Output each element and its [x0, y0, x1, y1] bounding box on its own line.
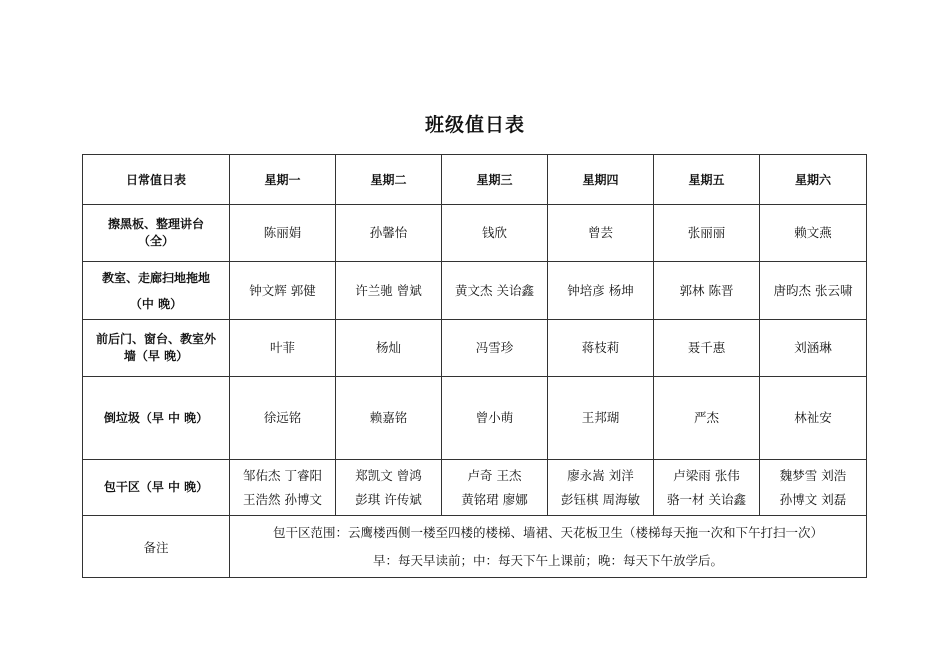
duty-cell — [336, 460, 442, 516]
student-names: 彭琪 许传斌 — [355, 491, 422, 507]
duty-cell — [548, 377, 654, 460]
page-title: 班级值日表 — [424, 114, 525, 136]
student-names: 王邦瑚 — [581, 410, 620, 425]
duty-cell — [548, 320, 654, 377]
duty-cell — [760, 460, 867, 516]
header-day-saturday: 星期六 — [760, 155, 867, 205]
header-day-friday: 星期五 — [654, 155, 760, 205]
student-names: 孙博文 刘磊 — [779, 491, 847, 507]
task-label-line: （中 晚） — [129, 296, 183, 311]
student-names: 杨灿 — [375, 340, 401, 355]
duty-cell — [336, 320, 442, 377]
header-day-monday: 星期一 — [230, 155, 336, 205]
duty-cell — [760, 205, 867, 262]
student-names: 钱欣 — [481, 225, 507, 240]
student-names: 邹佑杰 丁睿阳 — [243, 467, 322, 483]
student-names: 曾芸 — [587, 225, 613, 240]
header-day-wednesday: 星期三 — [442, 155, 548, 205]
task-label-line: 前后门、窗台、教室外 — [95, 332, 216, 346]
header-day-thursday: 星期四 — [548, 155, 654, 205]
student-names: 徐远铭 — [263, 410, 302, 425]
duty-cell — [760, 262, 867, 320]
task-label-line: 包干区（早 中 晚） — [103, 480, 209, 494]
duty-cell — [654, 262, 760, 320]
task-label — [83, 377, 230, 460]
student-names: 廖永嵩 刘洋 — [567, 467, 634, 483]
task-label-line: 倒垃圾（早 中 晚） — [103, 410, 209, 425]
duty-cell — [442, 377, 548, 460]
task-label-line: 教室、走廊扫地拖地 — [101, 270, 210, 285]
student-names: 曾小萌 — [475, 410, 514, 425]
table-row — [83, 320, 867, 377]
duty-cell — [442, 460, 548, 516]
task-label-line: （全） — [137, 234, 174, 248]
duty-cell — [548, 460, 654, 516]
student-names: 蒋枝莉 — [581, 340, 620, 355]
duty-cell — [442, 205, 548, 262]
student-names: 骆一材 关诒鑫 — [667, 491, 746, 507]
duty-cell — [654, 205, 760, 262]
duty-cell — [548, 205, 654, 262]
student-names: 孙馨怡 — [369, 225, 408, 240]
note-row — [83, 516, 867, 578]
task-label — [83, 262, 230, 320]
duty-cell — [230, 262, 336, 320]
student-names: 郑凯文 曾鸿 — [355, 467, 422, 483]
duty-cell — [230, 205, 336, 262]
duty-cell — [548, 262, 654, 320]
duty-cell — [336, 377, 442, 460]
table-row — [83, 205, 867, 262]
header-day-tuesday: 星期二 — [336, 155, 442, 205]
duty-cell — [760, 320, 867, 377]
task-label-line: 擦黑板、整理讲台 — [107, 217, 204, 231]
task-label — [83, 205, 230, 262]
table-row — [83, 262, 867, 320]
student-names: 赖嘉铭 — [369, 410, 408, 425]
student-names: 卢梁雨 张伟 — [673, 467, 740, 483]
table-row — [83, 377, 867, 460]
student-names: 黄铭珺 廖娜 — [461, 491, 528, 507]
duty-cell — [336, 262, 442, 320]
duty-table — [82, 154, 867, 578]
student-names: 卢奇 王杰 — [467, 467, 522, 483]
student-names: 钟培彦 杨坤 — [567, 282, 634, 298]
note-line: 包干区范围：云鹰楼西侧一楼至四楼的楼梯、墙裙、天花板卫生（楼梯每天拖一次和下午打扫一次） — [272, 524, 823, 540]
student-names: 张丽丽 — [687, 225, 726, 240]
task-label-line: 墙（早 晚） — [123, 349, 189, 363]
note-content — [230, 516, 867, 578]
header-corner-cell: 日常值日表 — [83, 155, 230, 205]
table-row — [83, 460, 867, 516]
student-names: 郭林 陈晋 — [679, 282, 734, 298]
duty-cell — [230, 377, 336, 460]
student-names: 聂千惠 — [687, 340, 726, 355]
student-names: 许兰驰 曾斌 — [355, 282, 422, 298]
student-names: 魏梦雪 刘浩 — [779, 467, 847, 483]
duty-cell — [654, 377, 760, 460]
duty-cell — [230, 460, 336, 516]
task-label — [83, 320, 230, 377]
task-label — [83, 460, 230, 516]
duty-cell — [230, 320, 336, 377]
student-names: 黄文杰 关诒鑫 — [455, 282, 534, 298]
duty-cell — [654, 320, 760, 377]
student-names: 叶菲 — [269, 340, 295, 355]
student-names: 林祉安 — [794, 410, 832, 425]
note-line: 早：每天早读前；中：每天下午上课前；晚：每天下午放学后。 — [372, 552, 723, 568]
duty-cell — [336, 205, 442, 262]
student-names: 陈丽娟 — [263, 225, 302, 240]
student-names: 彭钰棋 周海敏 — [561, 491, 640, 507]
student-names: 严杰 — [693, 410, 719, 425]
note-label: 备注 — [83, 516, 230, 578]
student-names: 冯雪珍 — [475, 340, 514, 355]
header-row — [83, 155, 867, 205]
duty-cell — [654, 460, 760, 516]
duty-cell — [442, 320, 548, 377]
student-names: 唐昀杰 张云啸 — [773, 282, 853, 298]
duty-cell — [760, 377, 867, 460]
student-names: 钟文辉 郭健 — [249, 282, 316, 298]
student-names: 刘涵琳 — [794, 340, 832, 355]
duty-cell — [442, 262, 548, 320]
student-names: 王浩然 孙博文 — [243, 491, 322, 507]
student-names: 赖文燕 — [794, 225, 832, 240]
